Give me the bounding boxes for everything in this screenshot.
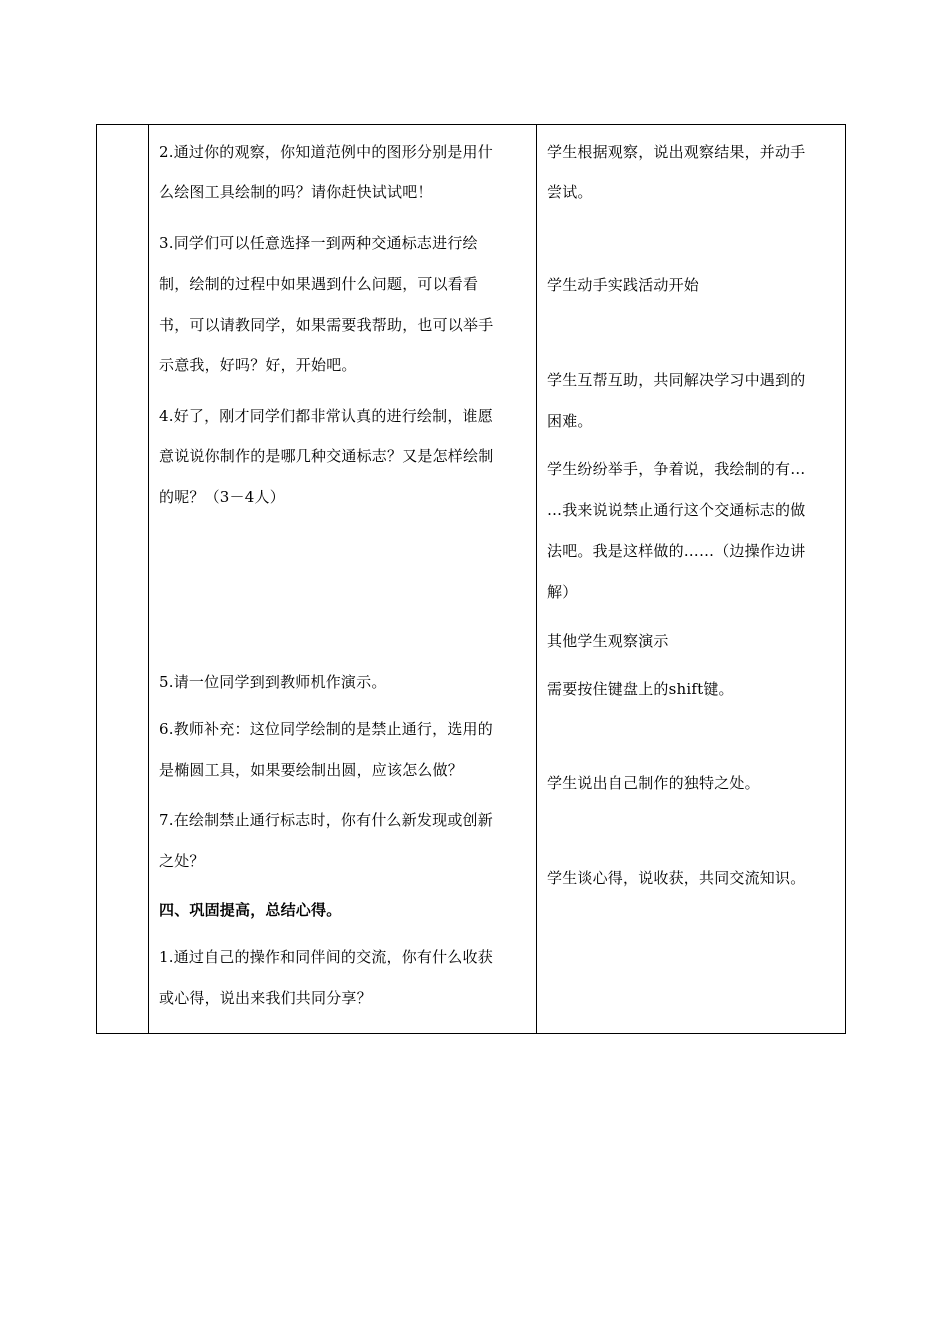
section-heading: 四、巩固提高，总结心得。 (159, 901, 342, 919)
student-line: 需要按住键盘上的shift键。 (547, 680, 734, 698)
teacher-line: 2.通过你的观察，你知道范例中的图形分别是用什 (159, 143, 493, 161)
student-line: 学生互帮互助，共同解决学习中遇到的 (547, 371, 806, 389)
teacher-line: 之处？ (159, 852, 205, 870)
teacher-line: 6.教师补充：这位同学绘制的是禁止通行，选用的 (159, 720, 493, 738)
student-line: 法吧。我是这样做的……（边操作边讲 (547, 542, 806, 560)
teacher-line: 么绘图工具绘制的吗？请你赶快试试吧！ (159, 183, 433, 201)
column-divider-1 (148, 125, 149, 1033)
teacher-line: 是椭圆工具，如果要绘制出圆，应该怎么做？ (159, 761, 464, 779)
teacher-line: 1.通过自己的操作和同伴间的交流，你有什么收获 (159, 948, 493, 966)
lesson-table (96, 124, 846, 1034)
student-line: 解） (547, 583, 578, 601)
student-line: 学生谈心得，说收获，共同交流知识。 (547, 869, 806, 887)
teacher-line: 示意我，好吗？好，开始吧。 (159, 356, 357, 374)
student-line: …我来说说禁止通行这个交通标志的做 (547, 501, 806, 519)
teacher-line: 制，绘制的过程中如果遇到什么问题，可以看看 (159, 275, 479, 293)
teacher-line: 书，可以请教同学，如果需要我帮助，也可以举手 (159, 316, 494, 334)
student-line: 学生根据观察，说出观察结果，并动手 (547, 143, 806, 161)
student-line: 学生动手实践活动开始 (547, 276, 700, 294)
student-line: 学生纷纷举手，争着说，我绘制的有… (547, 460, 806, 478)
student-line: 困难。 (547, 412, 593, 430)
teacher-line: 的呢？（3－4人） (159, 488, 285, 506)
student-line: 其他学生观察演示 (547, 632, 669, 650)
teacher-line: 意说说你制作的是哪几种交通标志？又是怎样绘制 (159, 447, 494, 465)
student-line: 学生说出自己制作的独特之处。 (547, 774, 760, 792)
student-line: 尝试。 (547, 183, 593, 201)
column-divider-2 (536, 125, 537, 1033)
teacher-line: 3.同学们可以任意选择一到两种交通标志进行绘 (159, 234, 478, 252)
teacher-line: 或心得，说出来我们共同分享？ (159, 989, 372, 1007)
teacher-line: 4.好了，刚才同学们都非常认真的进行绘制，谁愿 (159, 407, 493, 425)
teacher-line: 7.在绘制禁止通行标志时，你有什么新发现或创新 (159, 811, 493, 829)
teacher-line: 5.请一位同学到到教师机作演示。 (159, 673, 387, 691)
